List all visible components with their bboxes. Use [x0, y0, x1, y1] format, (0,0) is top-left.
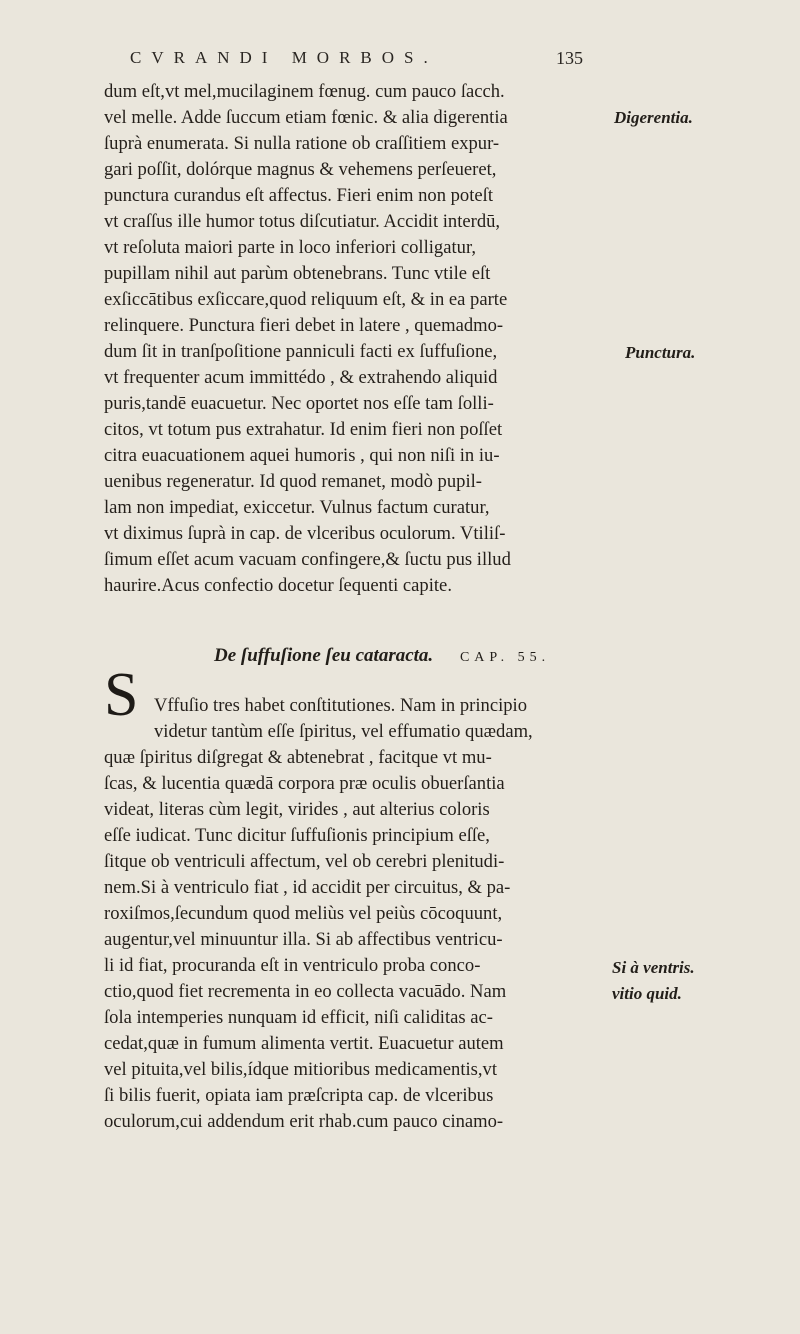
body-text-block-2 [104, 693, 604, 1135]
text-line: vt frequenter acum immittédo , & extrahendo aliquid [104, 367, 498, 388]
text-line: ſola intemperies nunquam id efficit, niſi caliditas ac- [104, 1007, 493, 1028]
chapter-number: CAP. 55. [459, 650, 551, 665]
text-line: videat, literas cùm legit, virides , aut alterius coloris [104, 799, 490, 820]
running-head-title: CVRANDI MORBOS. [130, 48, 438, 67]
text-line: vt diximus ſuprà in cap. de vlceribus oculorum. Vtiliſ- [104, 523, 506, 544]
text-line: eſſe iudicat. Tunc dicitur ſuffuſionis principium eſſe, [104, 825, 490, 846]
text-line: oculorum,cui addendum erit rhab.cum pauco cinamo- [104, 1111, 504, 1132]
chapter-heading [214, 645, 634, 667]
margin-note-vitio-quid: vitio quid. [612, 984, 682, 1003]
text-line: ſi bilis fuerit, opiata iam præſcripta cap. de vlceribus [104, 1085, 494, 1106]
margin-note-digerentia: Digerentia. [614, 108, 693, 127]
page-number: 135 [556, 48, 583, 68]
margin-note-si-a-ventris: Si à ventris. [612, 958, 695, 977]
text-line: ctio,quod fiet recrementa in eo collecta vacuādo. Nam [104, 981, 507, 1002]
text-line: dum eſt,vt mel,mucilaginem fœnug. cum pauco ſacch. [104, 81, 505, 102]
running-head [0, 44, 800, 74]
text-line: ſitque ob ventriculi affectum, vel ob cerebri plenitudi- [104, 851, 505, 872]
text-line: cedat,quæ in fumum alimenta vertit. Euacuetur autem [104, 1033, 504, 1054]
chapter-title: De ſuffuſione ſeu cataracta. [214, 645, 434, 666]
text-line: ſcas, & lucentia quædā corpora præ oculis obuerſantia [104, 773, 505, 794]
text-line: Vffuſio tres habet conſtitutiones. Nam in principio [154, 695, 528, 716]
drop-cap: S [104, 661, 139, 729]
text-line: vt craſſus ille humor totus diſcutiatur. Accidit interdū, [104, 211, 501, 232]
text-line: vel pituita,vel bilis,ídque mitioribus medicamentis,vt [104, 1059, 497, 1080]
text-line: lam non impediat, exiccetur. Vulnus factum curatur, [104, 497, 490, 518]
text-line: ſimum eſſet acum vacuam confingere,& ſuctu pus illud [104, 549, 511, 570]
text-line: roxiſmos,ſecundum quod meliùs vel peiùs cōcoquunt, [104, 903, 503, 924]
text-line: ſuprà enumerata. Si nulla ratione ob craſſitiem expur- [104, 133, 500, 154]
margin-note-punctura: Punctura. [625, 343, 696, 362]
text-line: puris,tandē euacuetur. Nec oportet nos eſſe tam ſolli- [104, 393, 494, 414]
text-line: nem.Si à ventriculo fiat , id accidit per circuitus, & pa- [104, 877, 511, 898]
text-line: li id fiat, procuranda eſt in ventriculo proba conco- [104, 955, 481, 976]
text-line: haurire.Acus confectio docetur ſequenti capite. [104, 575, 452, 596]
text-line: citos, vt totum pus extrahatur. Id enim fieri non poſſet [104, 419, 503, 440]
text-line: videtur tantùm eſſe ſpiritus, vel effumatio quædam, [154, 721, 533, 742]
text-line: gari poſſit, dolórque magnus & vehemens perſeueret, [104, 159, 497, 180]
body-text-block-1 [104, 79, 604, 599]
text-line: relinquere. Punctura fieri debet in latere , quemadmo- [104, 315, 504, 336]
text-line: vt reſoluta maiori parte in loco inferiori colligatur, [104, 237, 477, 258]
text-line: uenibus regeneratur. Id quod remanet, modò pupil- [104, 471, 482, 492]
text-line: vel melle. Adde ſuccum etiam fœnic. & alia digerentia [104, 107, 508, 128]
text-line: citra euacuationem aquei humoris , qui non niſi in iu- [104, 445, 500, 466]
text-line: punctura curandus eſt affectus. Fieri enim non poteſt [104, 185, 493, 206]
text-line: exſiccātibus exſiccare,quod reliquum eſt, & in ea parte [104, 289, 508, 310]
text-line: pupillam nihil aut parùm obtenebrans. Tunc vtile eſt [104, 263, 491, 284]
text-line: augentur,vel minuuntur illa. Si ab affectibus ventricu- [104, 929, 503, 950]
text-line: dum ſit in tranſpoſitione panniculi facti ex ſuffuſione, [104, 341, 498, 362]
text-line: quæ ſpiritus diſgregat & abtenebrat , facitque vt mu- [104, 747, 492, 768]
